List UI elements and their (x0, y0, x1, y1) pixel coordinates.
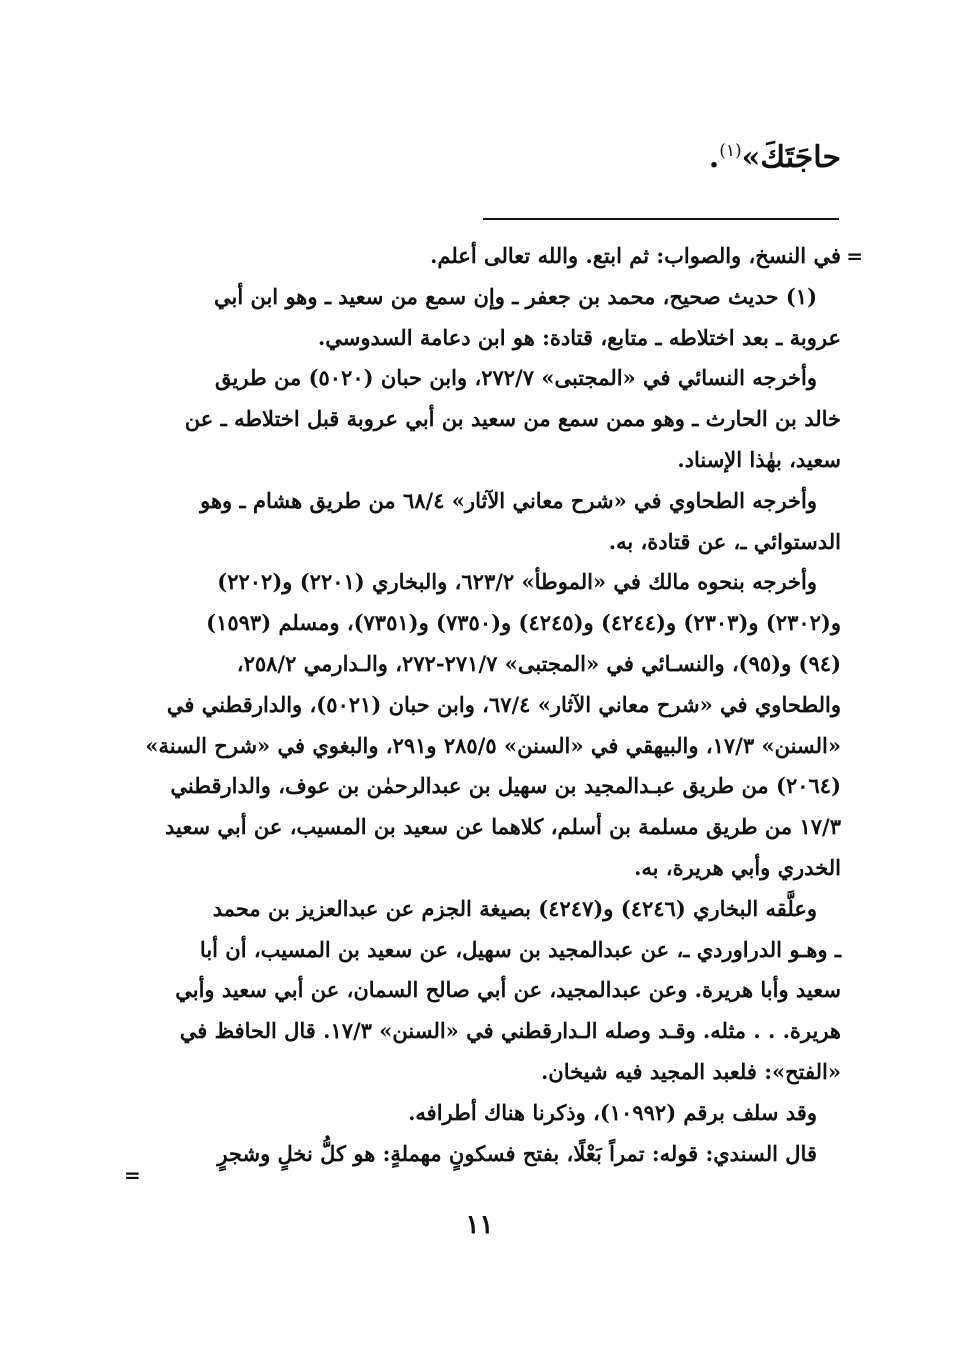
footnote-line: هريرة. . . مثله. وقـد وصله الـدارقطني في «السنن» ١٧/٣. قال الحافظ في (179, 1018, 841, 1044)
footnote-line: عروبة ـ بعد اختلاطه ـ متابع، قتادة: هو ابن دعامة السدوسي. (317, 324, 841, 350)
footnote-separator (483, 218, 839, 220)
continuation-marker-start: = (846, 244, 863, 268)
footnote-line: (٩٤) و(٩٥)، والنسـائي في «المجتبى» ٢٧١/٧-٢٧٢، والـدارمي ٢٥٨/٢، (236, 650, 841, 676)
footnotes (129, 236, 841, 1174)
footnote-line: وعلَّقه البخاري (٤٢٤٦) و(٤٢٤٧) بصيغة الجزم عن عبدالعزيز بن محمد (212, 895, 817, 921)
footnote-line: في النسخ، والصواب: ثم ابتع. والله تعالى أعلم. (430, 243, 841, 268)
main-text-line (709, 140, 841, 175)
footnote-line: والطحاوي في «شرح معاني الآثار» ٦٧/٤، وابن حبان (٥٠٢١)، والدارقطني في (166, 691, 841, 717)
footnote-line: وأخرجه بنحوه مالك في «الموطأ» ٦٢٣/٢، والبخاري (٢٢٠١) و(٢٢٠٢) (217, 569, 817, 595)
footnote-line: وقد سلف برقم (١٠٩٩٢)، وذكرنا هناك أطرافه. (408, 1099, 817, 1125)
footnote-line: وأخرجه الطحاوي في «شرح معاني الآثار» ٦٨/٤ من طريق هشام ـ وهو (200, 487, 817, 513)
footnote-line: «الفتح»: فلعبد المجيد فيه شيخان. (540, 1058, 841, 1084)
footnote-line: «السنن» ١٧/٣، والبيهقي في «السنن» ٢٨٥/٥ و٢٩١، والبغوي في «شرح السنة» (145, 732, 841, 758)
footnote-line: قال السندي: قوله: تمراً بَعْلًا، بفتح فسكونٍ مهملةٍ: هو كلُّ نخلٍ وشجرٍ (217, 1140, 817, 1166)
footnote-reference: (١) (719, 141, 742, 161)
footnote-line: وأخرجه النسائي في «المجتبى» ٢٧٢/٧، وابن حبان (٥٠٢٠) من طريق (215, 365, 817, 391)
continuation-marker-end: = (124, 1163, 141, 1187)
footnote-line: سعيد وأبا هريرة. وعن عبدالمجيد، عن أبي صالح السمان، عن أبي سعيد وأبي (175, 977, 841, 1003)
page-number: ١١ (465, 1210, 494, 1240)
footnote-line: و(٢٣٠٢) و(٢٣٠٣) و(٤٢٤٤) و(٤٢٤٥) و(٧٣٥٠) و(٧٣٥١)، ومسلم (١٥٩٣) (206, 610, 841, 636)
footnote-line: ١٧/٣ من طريق مسلمة بن أسلم، كلاهما عن سعيد بن المسيب، عن أبي سعيد (165, 814, 841, 840)
footnote-line: ـ وهـو الدراوردي ـ، عن عبدالمجيد بن سهيل، عن سعيد بن المسيب، أن أبا (199, 936, 841, 962)
footnote-line: خالد بن الحارث ـ وهو ممن سمع من سعيد بن أبي عروبة قبل اختلاطه ـ عن (184, 406, 841, 432)
footnote-line: سعيد، بهٰذا الإسناد. (677, 446, 841, 472)
main-text: حاجَتَكَ» (741, 140, 841, 175)
footnote-line: (١) حديث صحيح، محمد بن جعفر ـ وإن سمع من سعيد ـ وهو ابن أبي (213, 283, 817, 309)
footnote-line: الخدري وأبي هريرة، به. (634, 854, 841, 880)
footnote-line: الدستوائي ـ، عن قتادة، به. (608, 528, 841, 554)
footnote-line: (٢٠٦٤) من طريق عبـدالمجيد بن سهيل بن عبدالرحمٰن بن عوف، والدارقطني (170, 773, 841, 799)
main-text-end: . (708, 140, 720, 175)
